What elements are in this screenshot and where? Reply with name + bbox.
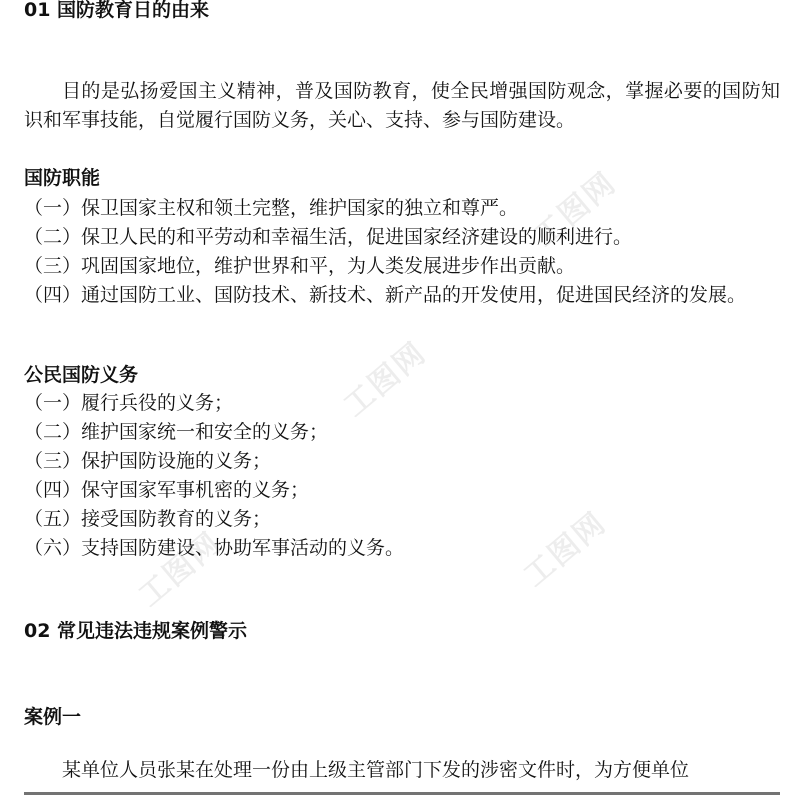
list-item: （三）保护国防设施的义务；	[24, 450, 272, 472]
functions-heading: 国防职能	[24, 167, 101, 189]
list-item: （一）履行兵役的义务；	[24, 392, 234, 414]
list-item: （二）保卫人民的和平劳动和幸福生活，促进国家经济建设的顺利进行。	[24, 226, 633, 248]
list-item: （一）保卫国家主权和领土完整，维护国家的独立和尊严。	[24, 197, 519, 219]
list-item: （二）维护国家统一和安全的义务；	[24, 421, 329, 443]
list-item: （四）通过国防工业、国防技术、新技术、新产品的开发使用，促进国民经济的发展。	[24, 284, 747, 306]
case-heading: 案例一	[24, 706, 82, 728]
list-item: （三）巩固国家地位，维护世界和平，为人类发展进步作出贡献。	[24, 255, 576, 277]
section-heading-cases: 02 常见违法违规案例警示	[24, 620, 248, 642]
duties-list	[24, 389, 780, 563]
clipped-text-line	[24, 788, 780, 800]
list-item: （四）保守国家军事机密的义务；	[24, 479, 310, 501]
watermark: 工图网	[517, 505, 614, 594]
list-item: （六）支持国防建设、协助军事活动的义务。	[24, 537, 405, 559]
watermark: 工图网	[337, 335, 434, 424]
case-paragraph: 某单位人员张某在处理一份由上级主管部门下发的涉密文件时，为方便单位	[62, 759, 690, 781]
watermark: 工图网	[132, 525, 229, 614]
clipped-text-fragment	[24, 792, 780, 795]
list-item: （五）接受国防教育的义务；	[24, 508, 272, 530]
intro-paragraph: 目的是弘扬爱国主义精神，普及国防教育，使全民增强国防观念，掌握必要的国防知识和军事技能，自觉履行国防义务，关心、支持、参与国防建设。	[24, 80, 780, 131]
watermark: 工图网	[527, 165, 624, 254]
functions-list	[24, 194, 780, 310]
section-heading-origin: 01 国防教育日的由来	[24, 0, 210, 21]
duties-heading: 公民国防义务	[24, 364, 139, 386]
